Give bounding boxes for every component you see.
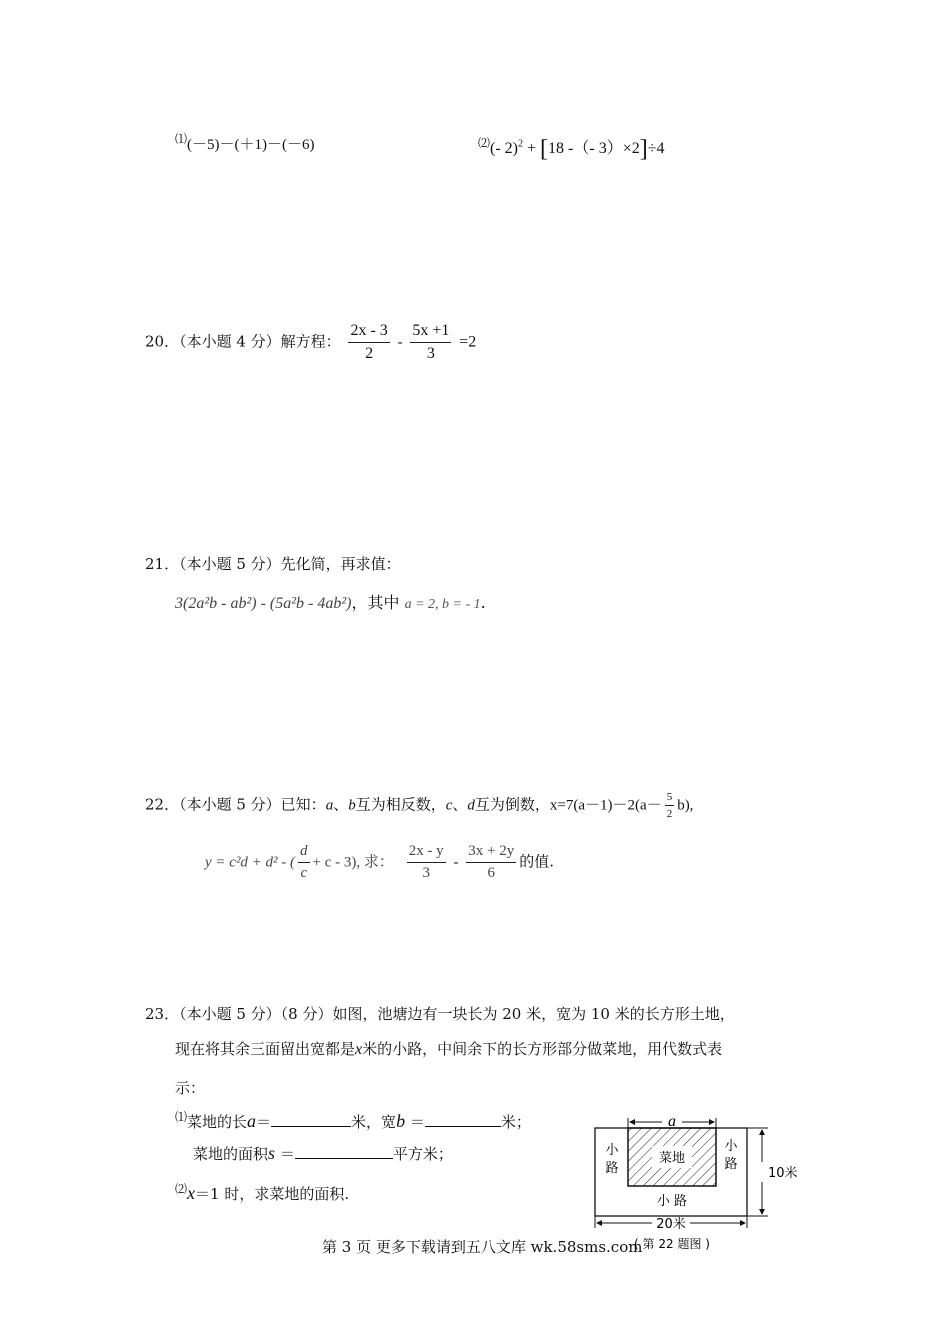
- denominator: 2: [666, 808, 673, 820]
- minus-sign: -: [453, 854, 459, 871]
- question-number: 21．: [145, 555, 180, 573]
- width-label: 20米: [656, 1217, 686, 1232]
- question-text: 现在将其余三面留出宽都是: [175, 1040, 356, 1058]
- bottom-path-label: 小 路: [656, 1194, 688, 1209]
- question-text: 平方米；: [392, 1145, 453, 1163]
- left-path-label-1: 小: [605, 1143, 619, 1158]
- answer-blank-width[interactable]: [425, 1110, 501, 1127]
- numerator: 2x - 3: [348, 322, 389, 343]
- question-text: 菜地的长: [187, 1113, 248, 1131]
- part-label: ⑴: [175, 1110, 188, 1124]
- question-20: [145, 322, 476, 363]
- y-expression-end: + c - 3), 求：: [312, 854, 394, 871]
- q23-part1-area: [193, 1142, 453, 1164]
- q22-line2: [205, 843, 554, 882]
- fraction: [410, 322, 451, 363]
- question-text: ＝1 时，求菜地的面积.: [195, 1185, 350, 1203]
- q21-where: ，其中: [351, 593, 400, 612]
- q23-part2: [175, 1180, 349, 1204]
- fraction: [348, 322, 389, 363]
- q21-values: a = 2, b = - 1: [404, 597, 481, 612]
- figure-caption: ( 第 22 题图 ): [634, 1237, 710, 1251]
- q23-part1: [175, 1108, 531, 1132]
- q21-expr: 3(2a²b - ab²) - (5a²b - 4ab²): [175, 595, 352, 612]
- q19-inner: 18 -（- 3）×2: [548, 140, 640, 157]
- q23-line2: [175, 1038, 722, 1059]
- question-number: 20．: [145, 332, 180, 351]
- fraction: [407, 843, 446, 882]
- denominator: 2: [365, 345, 374, 362]
- question-21: [145, 553, 401, 574]
- question-text: 的值.: [519, 852, 554, 871]
- question-text: 米，宽: [351, 1113, 397, 1131]
- fraction: [466, 843, 516, 882]
- q23-line3: 示：: [175, 1079, 206, 1097]
- question-number: 23．: [145, 1005, 180, 1023]
- question-text: （本小题 5 分）先化简，再求值：: [179, 555, 401, 573]
- var-x: x: [355, 1041, 363, 1058]
- answer-blank-length[interactable]: [271, 1110, 351, 1127]
- numerator: 5: [665, 791, 675, 806]
- page-footer: 第 3 页 更多下载请到五八文库 wk.58sms.com: [322, 1238, 643, 1256]
- var-a: a: [325, 797, 334, 814]
- var-a: a: [247, 1111, 257, 1131]
- q19-exp: 2: [518, 138, 523, 150]
- q19-part2: ⑵(- 2)$^2$ + [18 -（- 3）×2]÷4: [478, 136, 665, 162]
- q19-plus: +: [527, 140, 537, 157]
- var-c: c: [445, 797, 453, 814]
- question-text: 菜地的面积: [193, 1145, 269, 1163]
- left-path-label-2: 路: [605, 1161, 619, 1176]
- q21-expression-line: [175, 590, 486, 613]
- answer-blank-area[interactable]: [295, 1142, 393, 1159]
- denominator: c: [300, 865, 308, 881]
- question-text: （本小题 5 分）（8 分）如图，池塘边有一块长为 20 米，宽为 10 米的长方形土地，: [179, 1005, 735, 1023]
- height-label: 10米: [768, 1166, 798, 1181]
- q19-div: ÷4: [647, 140, 665, 157]
- numerator: 5x +1: [410, 322, 451, 343]
- numerator: 3x + 2y: [466, 843, 516, 863]
- minus-sign: -: [397, 334, 403, 351]
- question-22: [145, 791, 693, 820]
- var-d: d: [467, 797, 475, 814]
- question-text: 互为相反数，: [355, 795, 446, 814]
- numerator: d: [298, 843, 310, 863]
- var-b: b: [396, 1111, 406, 1131]
- rhs: =2: [459, 333, 477, 351]
- numerator: 2x - y: [407, 843, 446, 863]
- equals-sign: ＝: [256, 1113, 272, 1131]
- right-path-label-2: 路: [724, 1157, 738, 1172]
- separator: 、: [333, 795, 349, 814]
- denominator: 6: [487, 865, 495, 881]
- var-x: x: [187, 1183, 196, 1203]
- q19-expr1: (－5)－(＋1)－(－6): [187, 137, 315, 153]
- q19-part1: [175, 130, 315, 154]
- right-path-label-1: 小: [724, 1139, 738, 1154]
- q19-base: (- 2): [490, 140, 518, 157]
- field-label: 菜地: [658, 1151, 686, 1166]
- denominator: 3: [422, 865, 430, 881]
- fraction: [665, 791, 675, 820]
- part-label: ⑵: [175, 1182, 188, 1196]
- question-text: （本小题 4 分）解方程：: [179, 332, 341, 351]
- equals-sign: ＝: [279, 1145, 295, 1163]
- x-expression: x=7(a－1)－2(a－: [549, 797, 662, 814]
- question-text: 米；: [500, 1113, 531, 1131]
- question-23: [145, 1003, 735, 1024]
- var-b: b: [348, 797, 356, 814]
- fraction: [298, 843, 310, 882]
- y-expression: y = c²d + d² - (: [205, 854, 296, 871]
- denominator: 3: [426, 345, 435, 362]
- question-text: （本小题 5 分）已知：: [179, 795, 326, 814]
- equals-sign: ＝: [409, 1113, 425, 1131]
- x-expression-end: b),: [677, 797, 694, 814]
- separator: 、: [452, 795, 468, 814]
- q21-end: .: [480, 593, 486, 612]
- var-s: s: [268, 1143, 276, 1163]
- part-label: ⑴: [175, 132, 188, 146]
- question-number: 22．: [145, 795, 180, 814]
- question-text: 互为倒数，: [474, 795, 550, 814]
- question-text: 米的小路，中间余下的长方形部分做菜地，用代数式表: [362, 1040, 723, 1058]
- label-a: a: [668, 1113, 676, 1130]
- part-label: ⑵: [478, 136, 491, 150]
